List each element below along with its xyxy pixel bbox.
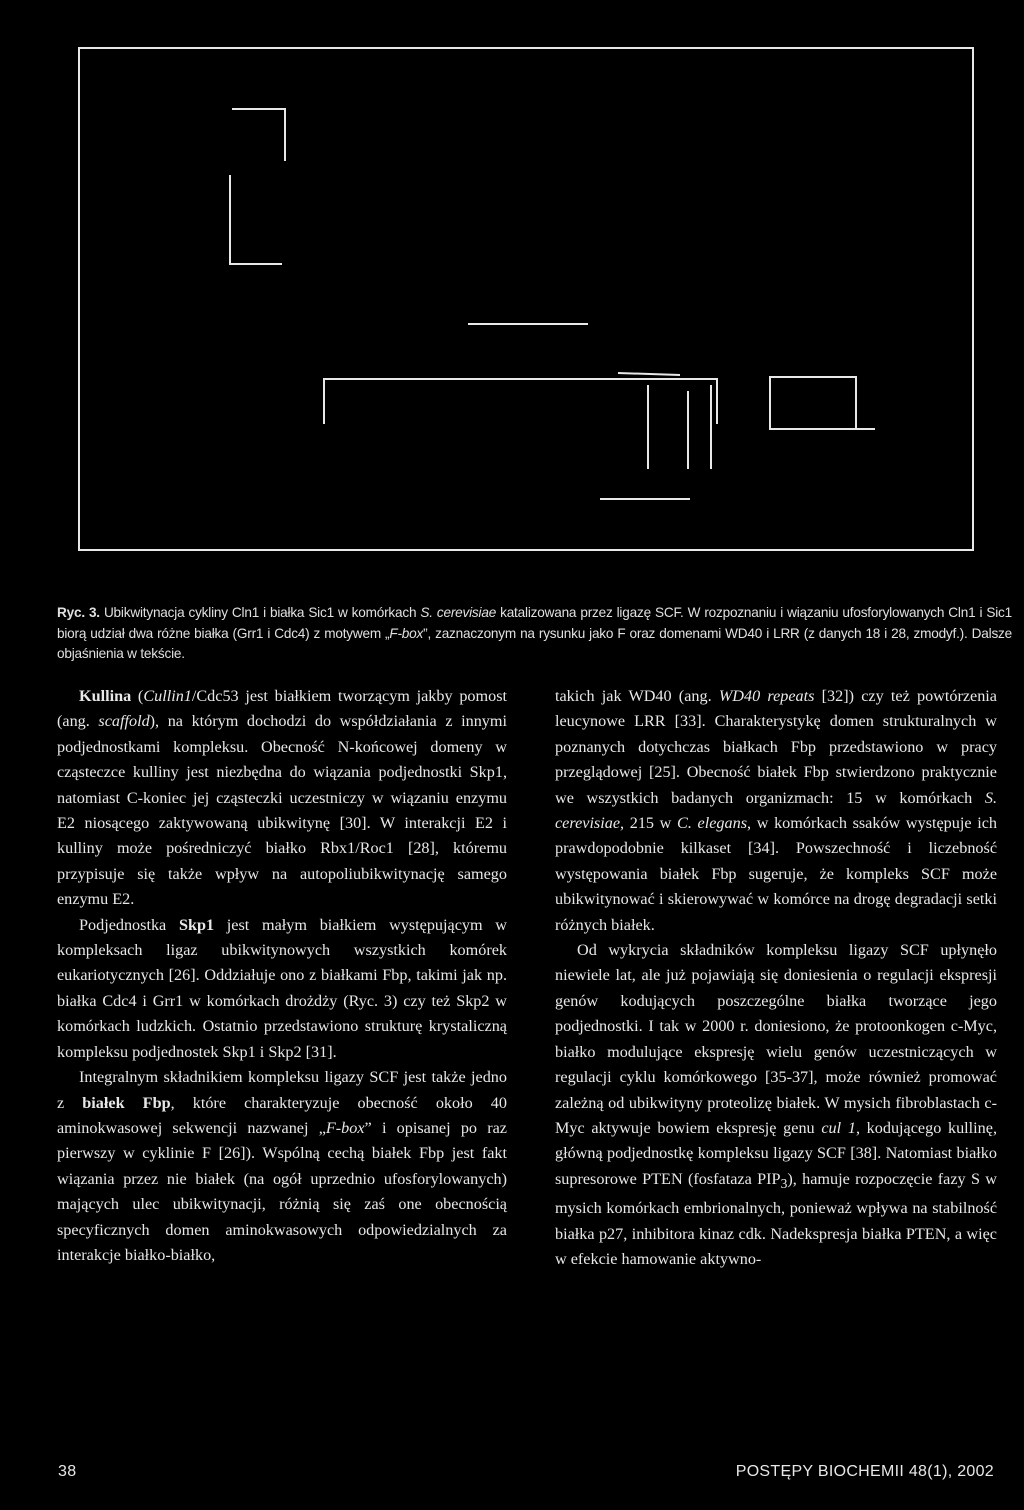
paragraph-skp1 bbox=[57, 913, 507, 1065]
term-kullina: Kullina bbox=[79, 687, 132, 705]
subscript-3: 3 bbox=[780, 1175, 788, 1191]
figure-label: Ryc. 3. bbox=[57, 605, 100, 620]
text-r1c: [32]) czy też powtórzenia leucynowe LRR [33]. Charakterystykę domen strukturalnych w poznanych dotychczas białkach Fbp przedstawiono w pracy przeglądowej [25]. Obecność białek Fbp stwierdzono praktycznie we wszystkich badanych organizmach: 15 w komórkach bbox=[555, 687, 997, 807]
term-skp1: Skp1 bbox=[178, 915, 215, 934]
text-l2a: Podjednostka bbox=[79, 915, 179, 934]
text-l3e: ” i opisanej po raz pierwszy w cyklinie F [26]). Wspólną cechą białek Fbp jest fakt wiązania przez nie białek (na ogół uprzednio ufosforylowanych) mających ulec ubikwitynacji, różnią się zaś one obecnością specyficznych domen aminokwasowych odpowiedzialnych za interakcje białko-białko, bbox=[57, 1118, 507, 1264]
caption-text-3: ”, zaznaczonym na rysunku jako F oraz domenami WD40 i LRR (z danych 18 i 28, zmodyf.). Dalsze objaśnienia w tekście. bbox=[57, 625, 1013, 661]
paragraph-wd40 bbox=[555, 684, 997, 938]
figure-small-box bbox=[770, 377, 856, 429]
figure-3-diagram bbox=[80, 49, 976, 553]
paragraph-kullina: Kullina (Cullin1/Cdc53 jest białkiem tworzącym jakby pomost (ang. scaffold), na którym dochodzi do współdziałania z innymi podjednostkami kompleksu. Obecność N-końcowej domeny w cząsteczce kulliny jest niezbędna do wiązania podjednostki Skp1, natomiast C-koniec jej cząsteczki uczestniczy w wiązaniu enzymu E2 niosącego zaktywowaną ubikwitynę [30]. W interakcji E2 i kulliny może pośredniczyć białko Rbx1/Roc1 [28], któremu przypisuje się także wpływ na autopoliubikwitynację samego enzymu E2. bbox=[57, 687, 507, 909]
caption-species: S. cerevisiae bbox=[420, 605, 497, 620]
text-l3c: , które charakteryzuje obecność około 40 aminokwasowej sekwencji nazwanej „ bbox=[57, 1093, 507, 1137]
text-r1g: , w komórkach ssaków występuje ich prawdopodobnie kilkaset [34]. Powszechność i liczebność występowania białek Fbp sugeruje, że kompleks SCF może ubikwitynować i skierowywać w komórce na drogę degradacji setki różnych białek. bbox=[555, 814, 997, 934]
paragraph-fbp bbox=[57, 1065, 507, 1268]
figure-3-frame bbox=[78, 47, 974, 551]
text-l2c: jest małym białkiem występującym w kompleksach ligaz ubikwitynowych wszystkich komórek eukariotycznych [26]. Oddziałuje ono z białkami Fbp, takimi jak np. białka Cdc4 i Grr1 w komórkach drożdży (Ryc. 3) czy też Skp2 w komórkach ludzkich. Ostatnio przedstawiono strukturę krystaliczną kompleksu podjednostek Skp1 i Skp2 [31]. bbox=[57, 915, 507, 1061]
text-l1e: ), na którym dochodzi do współdziałania z innymi podjednostkami kompleksu. Obecność N-końcowej domeny w cząsteczce kulliny jest niezbędna do wiązania podjednostki Skp1, natomiast C-koniec jej cząsteczki uczestniczy w wiązaniu enzymu E2 niosącego zaktywowaną ubikwitynę [30]. W interakcji E2 i kulliny może pośredniczyć białko Rbx1/Roc1 [28], któremu przypisuje się także wpływ na autopoliubikwitynację samego enzymu E2. bbox=[57, 712, 507, 909]
text-r1e: , 215 w bbox=[620, 814, 678, 833]
term-cul1: cul 1 bbox=[821, 1118, 856, 1137]
term-wd40-repeats: WD40 repeats bbox=[718, 687, 815, 705]
figure-line-top-bracket bbox=[232, 109, 285, 161]
page-number: 38 bbox=[58, 1463, 77, 1480]
term-s-cerevisiae: S. cerevisiae bbox=[555, 788, 997, 833]
term-scaffold: scaffold bbox=[98, 712, 150, 731]
caption-fbox: F-box bbox=[389, 625, 424, 641]
caption-text-2: katalizowana przez ligazę SCF. W rozpoznaniu i wiązaniu ufosforylowanych Cln1 i Sic1 biorą udział dwa różne białka (Grr1 i Cdc4) z motywem „ bbox=[57, 605, 1012, 641]
journal-title: POSTĘPY BIOCHEMII 48(1), 2002 bbox=[735, 1463, 994, 1480]
paragraph-regulation bbox=[555, 938, 997, 1273]
text-r2e: ), hamuje rozpoczęcie fazy S w mysich komórkach embrionalnych, ponieważ wpływa na stabilność białka p27, inhibitora kinaz cdk. Nadekspresja białka PTEN, a więc w efekcie hamowanie aktywno- bbox=[555, 1169, 997, 1269]
text-r2a: Od wykrycia składników kompleksu ligazy SCF upłynęło niewiele lat, ale już pojawiają się doniesienia o regulacji ekspresji genów kodujących poszczególne białka tworzące jego podjednostki. I tak w 2000 r. doniesiono, że protoonkogen c-Myc, białko modulujące ekspresję wielu genów uczestniczących w regulacji cyklu komórkowego [35-37], może również promować zależną od ubikwityny proteolizę białek. W mysich fibroblastach c-Myc aktywuje bowiem ekspresję genu bbox=[555, 941, 997, 1137]
figure-line-inner-4 bbox=[618, 373, 680, 375]
figure-line-box-frame bbox=[324, 379, 717, 424]
figure-line-left-bracket bbox=[230, 175, 282, 264]
left-column bbox=[57, 684, 507, 1268]
text-l3a: Integralnym składnikiem kompleksu ligazy SCF jest także jedno z bbox=[57, 1068, 507, 1112]
text-r2c: , kodującego kullinę, główną podjednostkę kompleksu ligazy SCF [38]. Natomiast białko supresorowe PTEN (fosfataza PIP bbox=[555, 1118, 998, 1188]
term-c-elegans: C. elegans bbox=[677, 814, 748, 833]
caption-text-1: Ubikwitynacja cykliny Cln1 i białka Sic1 w komórkach bbox=[103, 605, 421, 620]
figure-caption bbox=[57, 603, 1012, 665]
term-cullin1: Cullin1 bbox=[143, 687, 192, 705]
term-bialek-fbp: białek Fbp bbox=[82, 1093, 171, 1112]
text-r1a: takich jak WD40 (ang. bbox=[555, 687, 719, 705]
text-l1c: /Cdc53 jest białkiem tworzącym jakby pomost (ang. bbox=[57, 687, 507, 731]
term-fbox: F-box bbox=[325, 1118, 365, 1137]
right-column bbox=[555, 684, 997, 1273]
